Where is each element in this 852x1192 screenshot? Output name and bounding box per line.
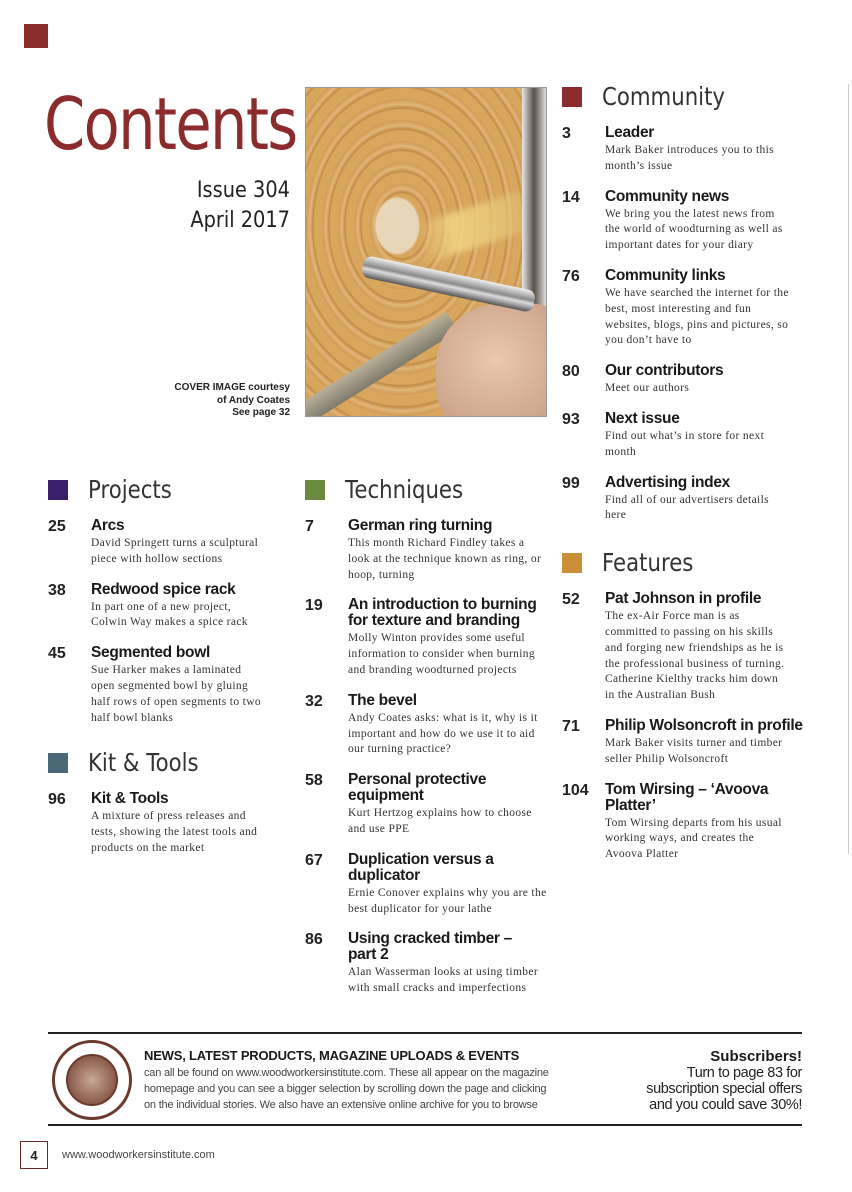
page-number-label: 71	[562, 717, 580, 735]
woodworkers-institute-logo[interactable]	[52, 1040, 132, 1120]
entry-description: We bring you the latest news from the world of woodturning as well as important dates for your diary	[605, 207, 783, 252]
entry-body	[605, 475, 812, 525]
subscribers-line: and you could save 30%!	[649, 1097, 802, 1113]
entry-body	[605, 125, 812, 175]
page-number-label: 7	[305, 518, 314, 535]
entry-title: German ring turning	[348, 517, 493, 534]
toc-entry[interactable]	[562, 411, 812, 461]
entry-title: Using cracked timber – part 2	[348, 930, 512, 964]
footer-top-rule	[48, 1032, 802, 1034]
entry-body	[348, 772, 555, 838]
entry-title: Next issue	[605, 409, 680, 427]
projects-color-square	[48, 480, 68, 500]
section-label: Projects	[88, 475, 172, 504]
entry-description: Mark Baker visits turner and timber seller Philip Wolsoncroft	[605, 736, 783, 765]
toc-entry[interactable]	[48, 791, 288, 856]
entry-body	[91, 791, 288, 856]
entry-body	[605, 363, 812, 397]
section-projects	[48, 475, 288, 504]
page-number-label: 104	[562, 781, 589, 799]
page-number-label: 38	[48, 581, 66, 599]
entry-title: Our contributors	[605, 362, 724, 380]
page-number-label: 58	[305, 772, 323, 790]
toc-entry[interactable]	[48, 582, 288, 632]
entry-description: Alan Wasserman looks at using timber with small cracks and imperfections	[348, 966, 539, 995]
toc-entry[interactable]	[562, 718, 812, 768]
page-number-label: 96	[48, 791, 66, 809]
entry-title: Community news	[605, 187, 730, 205]
entry-body	[605, 189, 812, 254]
entry-body	[348, 852, 555, 918]
news-text: can all be found on www.woodworkersinstitute.com. These all appear on the magazine homepage and you can see a bigger selection by scrolling down the page and clicking on the individual stories. We also have an extensive online archive for you to browse	[144, 1067, 549, 1111]
entry-description: Meet our authors	[605, 382, 690, 395]
page-number: 4	[20, 1141, 48, 1169]
entry-description: Andy Coates asks: what is it, why is it important and how do we use it to aid our turning practice?	[348, 711, 538, 756]
entry-description: This month Richard Findley takes a look at the technique known as ring, or hoop, turning	[348, 537, 542, 581]
page-number-label: 19	[305, 597, 323, 615]
entry-description: In part one of a new project, Colwin Way makes a spice rack	[91, 600, 248, 629]
toc-entry[interactable]	[562, 189, 812, 254]
issue-number: Issue 304	[196, 178, 290, 203]
news-block	[144, 1048, 554, 1113]
entry-title: Arcs	[91, 517, 125, 534]
toc-entry[interactable]	[562, 363, 812, 397]
column-divider	[848, 84, 849, 854]
entry-body	[348, 518, 555, 583]
section-techniques	[305, 475, 555, 504]
entry-description: Kurt Hertzog explains how to choose and use PPE	[348, 807, 532, 835]
section-features	[562, 548, 812, 577]
entry-title: Advertising index	[605, 473, 730, 491]
techniques-column	[305, 475, 555, 997]
page-number-label: 45	[48, 645, 66, 663]
issue-date: April 2017	[190, 208, 290, 233]
entry-description: Find out what’s in store for next month	[605, 429, 765, 458]
page-number-label: 32	[305, 692, 323, 710]
toc-entry[interactable]	[562, 591, 812, 704]
toc-entry[interactable]	[48, 645, 288, 726]
toc-entry[interactable]	[305, 852, 555, 918]
page-title: Contents	[44, 82, 297, 166]
entry-body	[348, 597, 555, 678]
page-number-label: 3	[562, 125, 571, 142]
page-number-label: 80	[562, 363, 580, 381]
page-number-label: 52	[562, 591, 580, 609]
techniques-color-square	[305, 480, 325, 500]
entry-title: The bevel	[348, 691, 417, 709]
entry-title: Philip Wolsoncroft in profile	[605, 716, 803, 734]
features-color-square	[562, 553, 582, 573]
toc-entry[interactable]	[562, 475, 812, 525]
toc-entry[interactable]	[562, 782, 812, 863]
toc-entry[interactable]	[562, 125, 812, 175]
entry-body	[605, 411, 812, 461]
section-community	[562, 82, 812, 111]
hand	[436, 303, 547, 417]
entry-description: Molly Winton provides some useful information to consider when burning and branding woodturned projects	[348, 632, 535, 676]
entry-description: David Springett turns a sculptural piece with hollow sections	[91, 537, 259, 565]
footer-url-link[interactable]: www.woodworkersinstitute.com	[62, 1149, 215, 1161]
entry-title: Redwood spice rack	[91, 580, 236, 598]
entry-description: We have searched the internet for the best, most interesting and fun websites, blogs, pins and pictures, so you don’t have to	[605, 286, 789, 347]
news-heading: NEWS, LATEST PRODUCTS, MAGAZINE UPLOADS & EVENTS	[144, 1048, 520, 1063]
entry-title: Duplication versus a duplicator	[348, 850, 494, 884]
entry-body	[348, 693, 555, 758]
community-color-square	[562, 87, 582, 107]
entry-title: Personal protective equipment	[348, 771, 487, 805]
entry-body	[91, 518, 288, 568]
section-kit-tools	[48, 748, 288, 777]
subscribers-heading: Subscribers!	[710, 1048, 802, 1065]
page-number-label: 86	[305, 931, 323, 949]
entry-body	[605, 718, 812, 768]
subscribers-block	[600, 1048, 802, 1113]
toc-entry[interactable]	[305, 931, 555, 997]
entry-description: Ernie Conover explains why you are the best duplicator for your lathe	[348, 886, 547, 915]
cover-caption-line: See page 32	[232, 407, 290, 418]
community-column	[562, 82, 812, 863]
toc-entry[interactable]	[305, 597, 555, 678]
toc-entry[interactable]	[305, 772, 555, 838]
entry-body	[605, 782, 812, 863]
entry-description: Tom Wirsing departs from his usual working ways, and creates the Avoova Platter	[605, 816, 782, 861]
page-number-label: 14	[562, 188, 580, 206]
entry-body	[91, 582, 288, 632]
issue-info	[120, 176, 290, 236]
entry-title: Pat Johnson in profile	[605, 590, 762, 608]
cover-caption	[150, 382, 290, 420]
entry-description: A mixture of press releases and tests, showing the latest tools and products on the market	[91, 810, 258, 854]
entry-title: Kit & Tools	[91, 790, 169, 808]
gouge-tool	[361, 255, 537, 313]
entry-description: Sue Harker makes a laminated open segmented bowl by gluing half rows of open segments to two half bowl blanks	[91, 664, 261, 724]
subscribers-line: subscription special offers	[646, 1081, 802, 1097]
entry-title: An introduction to burning for texture and branding	[348, 596, 537, 630]
section-label: Techniques	[345, 475, 464, 504]
section-label: Kit & Tools	[88, 748, 199, 778]
entry-description: Mark Baker introduces you to this month’s issue	[605, 144, 775, 172]
entry-title: Segmented bowl	[91, 644, 210, 662]
page-number-label: 67	[305, 851, 323, 869]
section-label: Community	[602, 82, 725, 111]
entry-title: Leader	[605, 124, 655, 141]
entry-body	[91, 645, 288, 726]
footer-bottom-rule	[48, 1124, 802, 1126]
toc-entry[interactable]	[48, 518, 288, 568]
cover-image	[305, 87, 547, 417]
entry-title: Tom Wirsing – ‘Avoova Platter’	[605, 780, 769, 814]
cover-caption-line: of Andy Coates	[217, 394, 290, 406]
logo-emblem-icon	[66, 1054, 118, 1106]
page-number-label: 25	[48, 518, 66, 535]
projects-column	[48, 475, 288, 857]
section-label: Features	[602, 548, 694, 578]
page-number-label: 99	[562, 474, 580, 492]
kit-tools-color-square	[48, 753, 68, 773]
corner-marker	[24, 24, 48, 48]
entry-body	[605, 591, 812, 704]
entry-title: Community links	[605, 266, 726, 284]
page-number-label: 93	[562, 410, 580, 428]
page-number-label: 76	[562, 267, 580, 285]
toc-entry[interactable]	[305, 518, 555, 583]
entry-body	[605, 268, 812, 349]
entry-description: Find all of our advertisers details here	[605, 493, 769, 522]
subscribers-line: Turn to page 83 for	[686, 1065, 802, 1081]
cover-caption-line: COVER IMAGE courtesy	[174, 382, 290, 393]
toc-entry[interactable]	[562, 268, 812, 349]
entry-body	[348, 931, 555, 997]
toc-entry[interactable]	[305, 693, 555, 758]
entry-description: The ex-Air Force man is as committed to passing on his skills and forging new friendships as he is the professional business of turning. Catherine Kielthy tracks him down in the Australian Bush	[605, 610, 785, 702]
